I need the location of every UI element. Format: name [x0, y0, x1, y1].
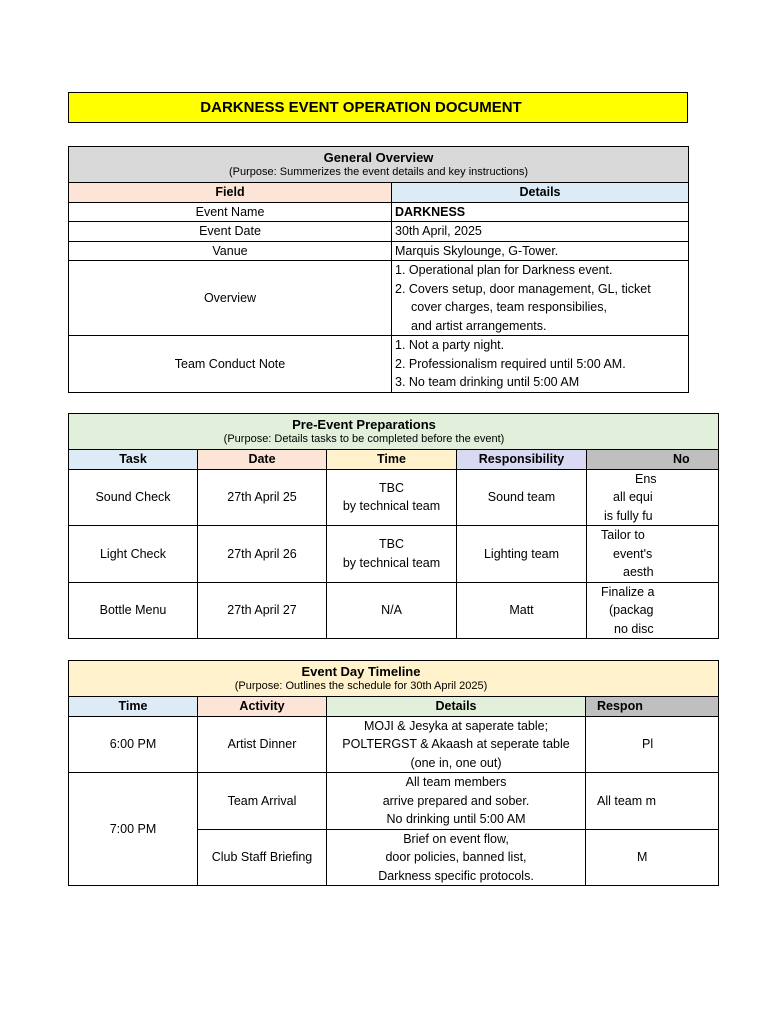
date-cell: 27th April 25 — [198, 469, 327, 526]
col-header-notes: No — [587, 450, 719, 470]
notes-cell — [587, 582, 719, 639]
time-line: TBC — [379, 480, 404, 495]
pre-event-header — [69, 414, 719, 450]
table-row — [69, 261, 689, 336]
notes-line: event's — [613, 546, 653, 561]
conduct-line: 1. Not a party night. — [395, 338, 505, 352]
col-header-responsibility: Respon — [586, 697, 719, 717]
table-row — [69, 716, 719, 773]
notes-cell — [587, 469, 719, 526]
field-cell: Vanue — [69, 241, 392, 261]
responsibility-cell: Pl — [586, 716, 719, 773]
details-cell — [327, 716, 586, 773]
notes-line: Tailor to — [601, 528, 645, 542]
task-cell: Bottle Menu — [69, 582, 198, 639]
document-title-bar — [68, 92, 688, 123]
notes-line: all equi — [613, 490, 653, 504]
col-header-task: Task — [69, 450, 198, 470]
col-header-field: Field — [69, 183, 392, 203]
details-line: arrive prepared and sober. — [382, 793, 530, 808]
col-header-details: Details — [327, 697, 586, 717]
responsibility-cell: M — [586, 829, 719, 886]
date-cell: 27th April 27 — [198, 582, 327, 639]
col-header-activity: Activity — [198, 697, 327, 717]
pre-event-title: Pre-Event Preparations — [292, 416, 436, 432]
overview-line: 1. Operational plan for Darkness event. — [395, 263, 613, 277]
details-cell — [392, 336, 689, 393]
details-line: POLTERGST & Akaash at seperate table — [342, 737, 570, 751]
details-line: All team members — [405, 775, 507, 789]
table-row — [69, 241, 689, 261]
details-cell — [327, 829, 586, 886]
table-row — [69, 336, 689, 393]
pre-event-table — [68, 413, 719, 639]
field-cell: Team Conduct Note — [69, 336, 392, 393]
time-line: by technical team — [342, 555, 441, 570]
notes-line: (packag — [609, 603, 654, 617]
details-line: No drinking until 5:00 AM — [386, 812, 526, 826]
conduct-line: 2. Professionalism required until 5:00 AM. — [395, 356, 626, 371]
time-cell: N/A — [327, 582, 457, 639]
details-line: Brief on event flow, — [403, 831, 509, 846]
notes-line: no disc — [614, 621, 654, 636]
details-line: MOJI & Jesyka at saperate table; — [363, 718, 549, 733]
details-line: door policies, banned list, — [385, 850, 527, 864]
timeline-header — [69, 661, 719, 697]
details-cell: DARKNESS — [392, 202, 689, 222]
conduct-line: 3. No team drinking until 5:00 AM — [395, 375, 580, 389]
responsibility-cell: Lighting team — [457, 526, 587, 583]
time-line: by technical team — [342, 499, 441, 514]
time-cell — [327, 526, 457, 583]
notes-line: Ens — [635, 471, 657, 486]
overview-line: cover charges, team responsibilies, — [411, 300, 607, 314]
table-row — [69, 582, 719, 639]
activity-cell: Team Arrival — [198, 773, 327, 830]
col-header-date: Date — [198, 450, 327, 470]
table-row — [69, 526, 719, 583]
details-line: Darkness specific protocols. — [378, 868, 534, 883]
responsibility-cell: Sound team — [457, 469, 587, 526]
details-cell: Marquis Skylounge, G-Tower. — [392, 241, 689, 261]
col-header-details: Details — [392, 183, 689, 203]
col-header-responsibility: Responsibility — [457, 450, 587, 470]
time-line: TBC — [379, 537, 404, 552]
activity-cell: Club Staff Briefing — [198, 829, 327, 886]
time-cell: 7:00 PM — [69, 773, 198, 886]
date-cell: 27th April 26 — [198, 526, 327, 583]
general-overview-header — [69, 147, 689, 183]
responsibility-cell: All team m — [586, 773, 719, 830]
general-overview-title: General Overview — [323, 149, 434, 165]
time-cell: 6:00 PM — [69, 716, 198, 773]
timeline-table — [68, 660, 719, 886]
notes-line: Finalize a — [601, 584, 655, 599]
pre-event-purpose: (Purpose: Details tasks to be completed before the event) — [223, 432, 505, 445]
spreadsheet-page — [68, 0, 690, 1024]
table-row — [69, 202, 689, 222]
col-header-time: Time — [69, 697, 198, 717]
field-cell: Overview — [69, 261, 392, 336]
timeline-purpose: (Purpose: Outlines the schedule for 30th April 2025) — [234, 679, 488, 692]
notes-line: aesth — [623, 565, 654, 579]
details-cell: 30th April, 2025 — [392, 222, 689, 242]
col-header-time: Time — [327, 450, 457, 470]
details-line: (one in, one out) — [410, 755, 502, 770]
details-cell — [327, 773, 586, 830]
activity-cell: Artist Dinner — [198, 716, 327, 773]
general-overview-purpose: (Purpose: Summerizes the event details and key instructions) — [229, 165, 528, 178]
notes-line: is fully fu — [604, 508, 653, 523]
document-title: DARKNESS EVENT OPERATION DOCUMENT — [200, 99, 522, 116]
time-cell — [327, 469, 457, 526]
field-cell: Event Name — [69, 202, 392, 222]
field-cell: Event Date — [69, 222, 392, 242]
general-overview-table — [68, 146, 689, 393]
table-row — [69, 222, 689, 242]
responsibility-cell: Matt — [457, 582, 587, 639]
notes-cell — [587, 526, 719, 583]
overview-line: and artist arrangements. — [411, 318, 547, 333]
timeline-title: Event Day Timeline — [301, 663, 421, 679]
task-cell: Light Check — [69, 526, 198, 583]
table-row — [69, 773, 719, 830]
overview-line: 2. Covers setup, door management, GL, ticket — [395, 281, 651, 296]
task-cell: Sound Check — [69, 469, 198, 526]
table-row — [69, 469, 719, 526]
details-cell — [392, 261, 689, 336]
